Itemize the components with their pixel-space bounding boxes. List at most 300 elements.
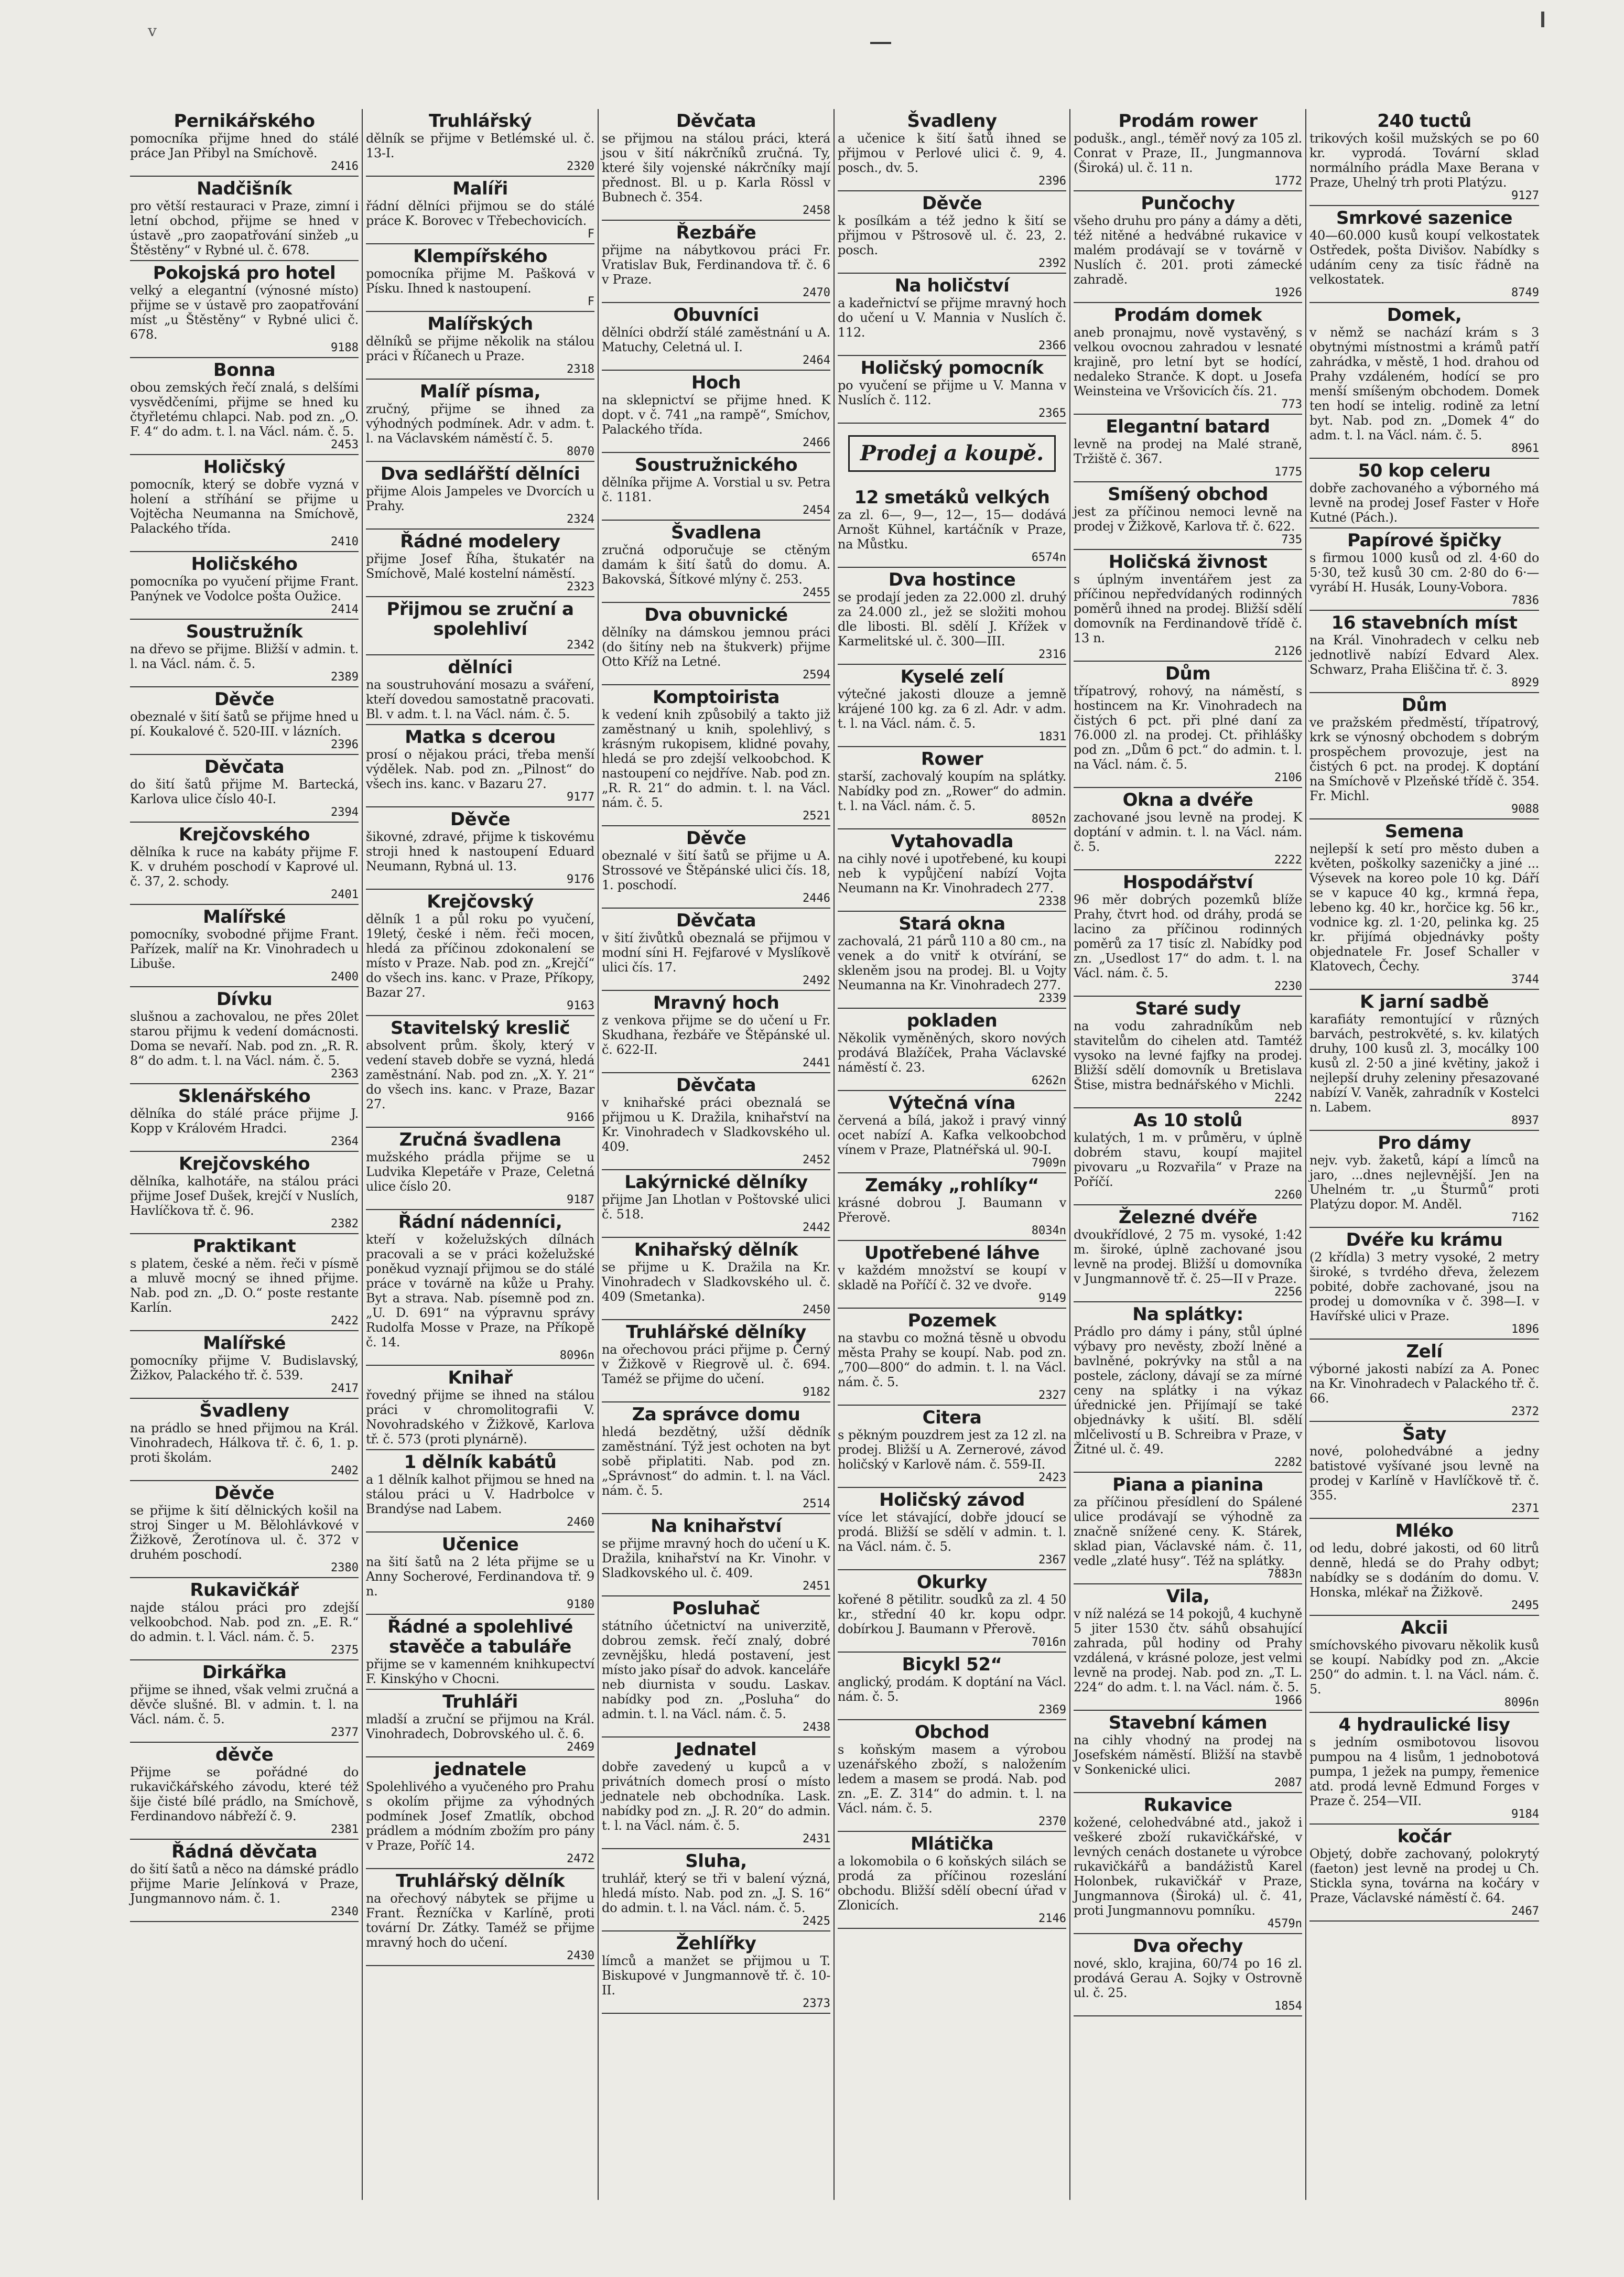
classified-ad — [602, 1238, 830, 1320]
ad-body: Objetý, dobře zachovaný, polokrytý (faeton) jest levně na prodej u Ch. Stickla syna, továrna na kočáry v Praze, Václavské náměstí č. 64. — [1309, 1847, 1539, 1905]
classified-ad — [1309, 528, 1539, 611]
ad-headline: Bicykl 52“ — [902, 1654, 1002, 1675]
ad-number: 9149 — [1038, 1292, 1066, 1305]
ad-number: 2372 — [1511, 1405, 1539, 1418]
ad-headline: Obchod — [914, 1722, 990, 1743]
ad-body: na cihly vhodný na prodej na Josefském náměstí. Bližší na stavbě v Sonkenické ulici. — [1074, 1733, 1302, 1777]
ad-headline: 1 dělník kabátů — [404, 1452, 557, 1473]
ad-body: zručná odporučuje se ctěným damám k šití šatů do domu. A. Bakovská, Šítkové mlýny č. 253. — [602, 543, 830, 587]
ad-number: 8937 — [1511, 1114, 1539, 1127]
ad-headline: dělníci — [448, 657, 513, 678]
classified-ad — [1074, 1934, 1302, 2016]
ad-body: na cihly nové i upotřebené, ku koupi neb k vypůjčení nabízí Vojta Neumann na Kr. Vinohradech 277. — [838, 851, 1066, 895]
classified-ad — [602, 1073, 830, 1170]
ad-number: 2371 — [1511, 1502, 1539, 1515]
ad-headline: Smíšený obchod — [1108, 484, 1268, 505]
classified-ad — [130, 177, 359, 261]
ad-body: Přijme se pořádné do rukavičkářského závodu, které též šije čisté bílé prádlo, na Smíchově, Ferdinandovo nábřeží č. 9. — [130, 1765, 359, 1823]
classified-ad — [1074, 1584, 1302, 1711]
ad-headline: Kyselé zelí — [900, 666, 1004, 687]
ad-body: nové, polohedvábné a jedny batistové vyšívané jsou levně na prodej v Karlíně v Havlíčkově tř. č. 355. — [1309, 1444, 1539, 1503]
ad-headline: Švadlena — [671, 522, 761, 543]
ad-number: 2327 — [1038, 1389, 1066, 1402]
ad-body: k posílkám a též jedno k šití se přijmou v Pštrosově ul. č. 23, 2. posch. — [838, 213, 1066, 257]
ad-headline: Hoch — [691, 372, 741, 393]
ad-number: 2382 — [331, 1217, 359, 1231]
classified-ad — [366, 1690, 594, 1757]
classified-ad — [1074, 870, 1302, 997]
ad-headline: pokladen — [906, 1010, 998, 1031]
ad-number: 2400 — [331, 970, 359, 984]
classified-ad — [838, 829, 1066, 912]
ad-number: 2469 — [567, 1741, 594, 1754]
ad-number: 9177 — [567, 791, 594, 804]
classified-ad — [838, 1309, 1066, 1406]
ad-number: 7836 — [1511, 594, 1539, 607]
classified-ad — [130, 823, 359, 905]
ad-number: 2381 — [331, 1823, 359, 1836]
classified-ad — [1074, 109, 1302, 191]
ad-body: na sklepnictví se přijme hned. K dopt. v č. 741 „na rampě“, Smíchov, Palackého třída. — [602, 393, 830, 437]
ad-body: a 1 dělník kalhot přijmou se hned na stálou práci u V. Hadrbolce v Brandýse nad Labem. — [366, 1472, 594, 1516]
classified-ad — [1309, 459, 1539, 528]
ad-body: červená a bílá, jakož i pravý vinný ocet nabízí A. Kafka velkoobchod vínem v Praze, Platnéřská ul. 90-I. — [838, 1113, 1066, 1157]
ad-headline: Holičský pomocník — [860, 358, 1044, 379]
classified-ad — [366, 1366, 594, 1450]
ad-headline: 50 kop celeru — [1358, 460, 1491, 481]
ad-headline: Děvče — [214, 689, 275, 710]
classified-ad — [366, 312, 594, 380]
ad-headline: Výtečná vína — [889, 1093, 1015, 1114]
ad-number: 2396 — [1038, 175, 1066, 188]
ad-body: výtečné jakosti dlouze a jemně krájené 100 kg. za 6 zl. Adr. v adm. t. l. na Václ. nám. č. 5. — [838, 687, 1066, 731]
ad-headline: Stavitelský kreslič — [391, 1018, 570, 1039]
ad-number: 2338 — [1038, 895, 1066, 908]
ad-headline: Děvčata — [204, 757, 285, 778]
ad-headline: Šaty — [1402, 1423, 1446, 1444]
ad-headline: Jednatel — [675, 1739, 757, 1760]
ad-body: přijme Jan Lhotlan v Poštovské ulici č. 518. — [602, 1192, 830, 1222]
ad-body: se přijmou na stálou práci, která jsou v šití nákrčníků zručná. Ty, které šily vojenské nákrčníky mají přednost. Bl. u p. Karla Rössl v Bubnech č. 354. — [602, 131, 830, 204]
classified-ad — [1074, 191, 1302, 303]
ad-body: starší, zachovalý koupím na splátky. Nabídky pod zn. „Rower“ do admin. t. l. na Václ. nám. č. 5. — [838, 769, 1066, 813]
ad-headline: Truhlářský — [428, 111, 532, 132]
classified-ad — [366, 597, 594, 655]
classified-ad — [602, 1931, 830, 2014]
classified-ad — [602, 453, 830, 521]
ad-body: řovedný přijme se ihned na stálou práci v chromolitografii V. Novohradského v Žižkově, Karlova tř. č. 573 (proti plynárně). — [366, 1388, 594, 1447]
ad-headline: Holičský — [203, 457, 286, 478]
ad-number: 7909n — [1031, 1157, 1066, 1170]
ad-body: mužského prádla přijme se u Ludvika Klepetáře v Praze, Celetná ulice číslo 20. — [366, 1150, 594, 1194]
ad-body: státního účetnictví na univerzitě, dobrou zemsk. řečí znalý, dobré zevnějšku, hledá postavení, jest místo jako písař do advok. kanceláře neb diurnista v soudu. Laskav. nabídky pod zn. „Posluha“ do admin. t. l. na Václ. nám. č. 5. — [602, 1618, 830, 1721]
ad-body: v níž nalézá se 14 pokojů, 4 kuchyně 5 jiter 1530 čtv. sáhů obsahující zahrada, půl hodiny od Prahy vzdálená, v krásné poloze, jest velmi levně na prodej. Nab. pod zn. „T. L. 224“ do adm. t. l. na Václ. nám. č. 5. — [1074, 1606, 1302, 1695]
ad-body: jest za příčinou nemoci levně na prodej v Žižkově, Karlova tř. č. 622. — [1074, 504, 1302, 534]
ad-headline: Zručná švadlena — [399, 1129, 561, 1150]
ad-headline: Smrkové sazenice — [1336, 208, 1512, 229]
ad-body: dělníka, kalhotáře, na stálou práci přijme Josef Dušek, krejčí v Nuslích, Havlíčkova tř. č. 96. — [130, 1174, 359, 1218]
classified-ad — [1309, 611, 1539, 693]
ad-body: dělník se přijme v Betlémské ul. č. 13-I. — [366, 131, 594, 160]
classified-ad — [366, 462, 594, 530]
column-1 — [127, 109, 363, 2200]
ad-body: na stavbu co možná těsně u obvodu města Prahy se koupí. Nab. pod zn. „700—800“ do admin. t. l. na Václ. nám. č. 5. — [838, 1331, 1066, 1389]
ad-headline: Dva hostince — [888, 569, 1016, 590]
ad-number: 9088 — [1511, 803, 1539, 816]
ad-headline: Nadčišník — [197, 178, 292, 199]
column-6 — [1306, 109, 1542, 2200]
ad-number: 2492 — [803, 974, 830, 987]
ad-body: (2 křídla) 3 metry vysoké, 2 metry široké, s tvrdého dřeva, železem pobité, dobře zachované, jsou na prodej u domovníka v č. 398—I. v Havířské ulici v Praze. — [1309, 1250, 1539, 1323]
classified-ad — [1074, 1302, 1302, 1473]
classified-ad — [1074, 1793, 1302, 1934]
classified-ad — [838, 1173, 1066, 1241]
ad-headline: Dům — [1165, 663, 1211, 684]
column-3 — [599, 109, 835, 2200]
ad-number: 2373 — [803, 1997, 830, 2010]
ad-body: Spolehlivého a vyučeného pro Prahu s okolím přijme za výhodných podmínek Josef Zmatlík, obchod prádlem a módním zbožím pro pány v Praze, Poříč 14. — [366, 1779, 594, 1853]
classified-ad — [602, 303, 830, 371]
ad-body: dobře zavedený u kupců a v privátních domech prosí o místo jednatele neb obchodníka. Lask. nabídky pod zn. „J. R. 20“ do admin. t. l. na Václ. nám. č. 5. — [602, 1760, 830, 1833]
classified-ad — [602, 1738, 830, 1849]
classified-ad — [1309, 819, 1539, 990]
ad-number: 7016n — [1031, 1636, 1066, 1649]
classified-ad — [366, 890, 594, 1016]
ad-number: 2423 — [1038, 1471, 1066, 1484]
ad-number: 2446 — [803, 892, 830, 905]
ad-number: 2452 — [803, 1153, 830, 1167]
classified-ad — [838, 912, 1066, 1009]
ad-number: 2521 — [803, 810, 830, 823]
ad-headline: Malířských — [427, 314, 533, 334]
ad-body: krásné dobrou J. Baumann v Přerově. — [838, 1195, 1066, 1225]
classified-ad — [130, 1084, 359, 1152]
ad-number: 2438 — [803, 1721, 830, 1734]
ad-headline: Knihař — [448, 1367, 513, 1388]
ad-body: do šití šatů přijme M. Bartecká, Karlova ulice číslo 40-I. — [130, 777, 359, 806]
ad-headline: Děvče — [686, 828, 746, 849]
ad-number: 8096n — [1504, 1696, 1539, 1709]
ad-headline: 4 hydraulické lisy — [1338, 1714, 1510, 1735]
ad-headline: As 10 stolů — [1133, 1110, 1242, 1131]
ad-number: 2594 — [803, 668, 830, 682]
ad-body: nejlepší k setí pro město duben a květen, poškolky sazeničky a jiné ... Výsevek na koreo pole 10 kg. Dáří se v kapuce 40 kg., krmná řepa, lebeno kg. 40 kr., horčice kg. 56 kr., vodnice kg. zl. 1·20, pelinka kg. 25 kr. přijímá objednávky pošty objednatele Fr. Josef Schaller v Klatovech, Čechy. — [1309, 841, 1539, 974]
ad-number: 9166 — [567, 1111, 594, 1124]
classified-ad — [1309, 1825, 1539, 1922]
ad-number: 2363 — [331, 1067, 359, 1081]
ad-headline: Dívku — [216, 989, 273, 1010]
ad-headline: Praktikant — [192, 1236, 296, 1257]
classified-ad — [366, 1533, 594, 1615]
ad-headline: Pozemek — [907, 1310, 997, 1331]
classified-ad — [838, 1720, 1066, 1832]
classified-ad — [130, 552, 359, 620]
ad-headline: 240 tuctů — [1377, 111, 1471, 132]
ad-headline: Semena — [1384, 821, 1464, 842]
ad-headline: děvče — [215, 1744, 274, 1765]
classified-ad — [1074, 415, 1302, 482]
ad-number: 2320 — [567, 160, 594, 173]
ad-number: 7883n — [1267, 1568, 1302, 1581]
classified-ad — [838, 665, 1066, 747]
ad-headline: Domek, — [1387, 305, 1462, 326]
ad-body: přijme se v kamenném knihkupectví F. Kinskýho v Chocni. — [366, 1657, 594, 1686]
ad-headline: Mlátička — [910, 1833, 994, 1854]
ad-number: 9163 — [567, 999, 594, 1012]
classified-ad — [130, 1331, 359, 1399]
ad-body: dělníci obdrží stálé zaměstnání u A. Matuchy, Celetná ul. I. — [602, 325, 830, 354]
ad-headline: kočár — [1397, 1826, 1452, 1847]
ad-body: na ořechovou práci přijme p. Černý v Žižkově v Riegrově ul. č. 694. Taméž se přijme do učení. — [602, 1342, 830, 1386]
ad-body: s koňským masem a výrobou uzenářského zboží, s naložením ledem a masem se prodá. Nab. pod zn. „E. Z. 314“ do admin. t. l. na Václ. nám. č. 5. — [838, 1742, 1066, 1816]
ad-number: 2396 — [331, 738, 359, 751]
ad-number: 1966 — [1274, 1694, 1302, 1707]
ad-body: pomocníka přijme hned do stálé práce Jan Přibyl na Smíchově. — [130, 131, 359, 160]
ad-body: dělníka přijme A. Vorstial u sv. Petra č. 1181. — [602, 475, 830, 504]
ad-headline: Hospodářství — [1122, 872, 1253, 893]
ad-number: 2425 — [803, 1915, 830, 1928]
ad-number: 2222 — [1274, 854, 1302, 867]
ad-body: velký a elegantní (výnosné místo) přijme se v ústavě pro zaopatřování míst „u Štěstěny“ v Rybné ulici č. 678. — [130, 283, 359, 342]
classified-ad — [1074, 1205, 1302, 1302]
classified-ad — [602, 1402, 830, 1514]
ad-number: 2460 — [567, 1516, 594, 1529]
ad-headline: Obuvníci — [673, 305, 759, 326]
ad-body: řádní dělníci přijmou se do stálé práce K. Borovec v Třebechovicích. — [366, 199, 594, 228]
printing-mark — [1541, 12, 1544, 27]
ad-body: dělníka k ruce na kabáty přijme F. K. v druhém poschodí v Kaprové ul. č. 37, 2. schody. — [130, 845, 359, 889]
ad-headline: Lakýrnické dělníky — [624, 1172, 808, 1193]
ad-headline: Dva ořechy — [1133, 1936, 1243, 1957]
ad-headline: Švadleny — [199, 1400, 289, 1421]
classified-ad — [366, 1615, 594, 1690]
ad-number: 2106 — [1274, 771, 1302, 784]
ad-body: na soustruhování mosazu a sváření, kteří dovedou samostatně pracovati. Bl. v adm. t. l. na Václ. nám. č. 5. — [366, 677, 594, 721]
ad-number: 2416 — [331, 160, 359, 173]
ad-body: na ořechový nábytek se přijme u Frant. Řezníčka v Karlíně, proti tovární Dr. Zátky. Taméž se přijme mravný hoch do učení. — [366, 1891, 594, 1950]
ad-body: dělníků se přijme několik na stálou práci v Říčanech u Praze. — [366, 334, 594, 363]
classified-ad — [1309, 1131, 1539, 1228]
classified-ad — [1074, 788, 1302, 870]
classified-ad — [1074, 997, 1302, 1108]
ad-number: 2422 — [331, 1314, 359, 1328]
classified-ad — [1309, 990, 1539, 1131]
ad-number: 3744 — [1511, 973, 1539, 986]
classified-ad — [602, 991, 830, 1073]
classified-ad — [366, 109, 594, 177]
ad-number: 2401 — [331, 888, 359, 901]
ad-body: se přijme u K. Dražila na Kr. Vinohradech v Sladkovského ul. č. 409 (Smetanka). — [602, 1260, 830, 1304]
classified-ad — [366, 530, 594, 597]
classified-ad — [1074, 550, 1302, 662]
classified-ad — [602, 1170, 830, 1238]
ad-headline: Malíř písma, — [419, 381, 541, 402]
ad-body: zachované jsou levně na prodej. K doptání v admin. t. l. na Václ. nám. č. 5. — [1074, 810, 1302, 854]
ad-number: 2410 — [331, 535, 359, 548]
ad-body: dělníky na dámskou jemnou práci (do šitíny neb na štukverk) přijme Otto Kříž na Letné. — [602, 625, 830, 669]
classified-ad — [838, 1091, 1066, 1173]
classified-ad — [366, 1757, 594, 1869]
ad-number: 2087 — [1274, 1776, 1302, 1789]
ad-headline: Truhláři — [442, 1691, 518, 1712]
ad-body: s firmou 1000 kusů od zl. 4·60 do 5·30, tež kusů 30 cm. 2·80 do 6·— vyrábí H. Husák, Louny-Vobora. — [1309, 551, 1539, 595]
ad-body: z venkova přijme se do učení u Fr. Skudhana, řezbáře ve Štěpánské ul. č. 622-II. — [602, 1013, 830, 1057]
ad-number: 2458 — [803, 204, 830, 217]
ad-number: 8096n — [559, 1349, 594, 1362]
classified-ad — [130, 1578, 359, 1660]
ad-number: 2464 — [803, 354, 830, 367]
ad-body: se přijme k šití dělnických košil na stroj Singer u M. Bělohlávkové v Žižkově, Žerotínova ul. č. 372 v druhém poschodí. — [130, 1503, 359, 1562]
ad-body: kořené 8 pětilitr. soudků za zl. 4 50 kr., střední 40 kr. kopu odpr. dobírkou J. Baumann v Přerově. — [838, 1592, 1066, 1636]
ad-body: k vedení knih způsobilý a takto již zaměstnaný u knih, spolehlivý, s krásným rukopisem, klidné povahy, hledá se pro zdejší velkoobchod. K nastoupení co nejdříve. Nab. pod zn. „R. R. 21“ do admin. t. l. na Václ. nám. č. 5. — [602, 707, 830, 810]
ad-body: na prádlo se hned přijmou na Král. Vinohradech, Hálkova tř. č. 6, 1. p. proti školám. — [130, 1421, 359, 1465]
ad-headline: Pro dámy — [1378, 1132, 1471, 1153]
classified-ad — [1309, 206, 1539, 303]
ad-body: dvoukřídlové, 2 75 m. vysoké, 1:42 m. široké, úplně zachované jsou levně na prodej. Bližší u domovníka v Jungmannově tř. č. 25—II v Praze. — [1074, 1227, 1302, 1286]
ad-headline: Akcii — [1401, 1617, 1448, 1638]
ad-body: anglický, prodám. K doptání na Václ. nám. č. 5. — [838, 1675, 1066, 1704]
classified-ad — [838, 356, 1066, 424]
ad-number: 773 — [1281, 398, 1302, 411]
ad-number: 2370 — [1038, 1815, 1066, 1828]
ad-headline: Dirkářka — [202, 1662, 287, 1683]
classified-ad — [1309, 1616, 1539, 1713]
ad-number: 2495 — [1511, 1599, 1539, 1612]
ad-headline: Malíři — [452, 178, 508, 199]
classified-ad — [838, 747, 1066, 829]
ad-body: nejv. vyb. žaketů, kápí a límců na jaro, ...dnes nejlevnější. Jen na Uhelném tr. „u Šturmů“ proti Platýzu dopor. M. Anděl. — [1309, 1153, 1539, 1212]
classified-ad — [838, 1488, 1066, 1570]
ad-body: s pěkným pouzdrem jest za 12 zl. na prodej. Bližší u A. Zernerové, závod holičský v Karlově nám. č. 559-II. — [838, 1428, 1066, 1472]
ad-headline: Rower — [921, 749, 983, 770]
ad-headline: Holičská živnost — [1108, 552, 1268, 573]
classified-ad — [1309, 1422, 1539, 1519]
classified-ad — [838, 485, 1066, 568]
ad-body: více let stávající, dobře jdoucí se prodá. Bližší se sdělí v admin. t. l. na Václ. nám. č. 5. — [838, 1510, 1066, 1554]
ad-body: kožené, celohedvábné atd., jakož i veškeré zboží rukavičkářské, v levných cenách dostanete u výrobce rukavičkářů a bandážistů Karel Holonbek, rukavičkář v Praze, Jungmannova (Široká) ul. č. 41, proti Jungmannovu pomníku. — [1074, 1815, 1302, 1918]
classified-ad — [838, 274, 1066, 356]
ad-body: za příčinou přesídlení do Spálené ulice prodávají se výhodně za značně snížené ceny. K. Stárek, sklad pian, Václavské nám. č. 11, vedle „zlaté husy“. Též na splátky. — [1074, 1495, 1302, 1568]
ad-body: kulatých, 1 m. v průměru, v úplně dobrém stavu, koupí majitel pivovaru „u Rozvařila“ v Praze na Poříčí. — [1074, 1130, 1302, 1189]
ad-headline: Zelí — [1406, 1341, 1443, 1362]
ad-number: 2339 — [1038, 992, 1066, 1005]
ad-number: 2369 — [1038, 1703, 1066, 1717]
ad-body: slušnou a zachovalou, ne přes 20let starou přijmu k vedení domácnosti. Doma se nevaří. Nab. pod zn. „R. R. 8“ do adm. t. l. na Václ. nám. č. 5. — [130, 1009, 359, 1068]
ad-number: 1775 — [1274, 466, 1302, 479]
ad-number: 2394 — [331, 806, 359, 819]
ad-body: v každém množství se koupí v skladě na Poříčí č. 32 ve dvoře. — [838, 1263, 1066, 1292]
ad-headline: jednatele — [434, 1759, 526, 1780]
ad-headline: Stavební kámen — [1108, 1712, 1268, 1733]
ad-number: 2324 — [567, 513, 594, 526]
ad-number: 8070 — [567, 445, 594, 458]
ad-body: a kadeřnictví se přijme mravný hoch do učení u V. Mannia v Nuslích č. 112. — [838, 296, 1066, 340]
ad-body: třípatrový, rohový, na náměstí, s hostincem na Kr. Vinohradech na čistých 6 pct. při plné daní za 76.000 zl. na prodej. Ct. přihlášky pod zn. „Dům 6 pct.“ do admin. t. l. na Václ. nám. č. 5. — [1074, 684, 1302, 772]
classified-ad — [602, 909, 830, 991]
ad-number: 9180 — [567, 1598, 594, 1611]
column-5 — [1070, 109, 1306, 2200]
ad-number: 2146 — [1038, 1912, 1066, 1925]
ad-number: 2340 — [331, 1905, 359, 1918]
ad-number: 2342 — [567, 639, 594, 652]
classified-ad — [130, 261, 359, 358]
ad-headline: Dům — [1401, 695, 1447, 716]
classified-ad — [130, 455, 359, 552]
ad-headline: 16 stavebních míst — [1331, 612, 1518, 633]
classified-ad — [366, 1450, 594, 1533]
ad-headline: Punčochy — [1141, 193, 1235, 214]
classified-ad — [838, 109, 1066, 191]
ad-headline: Soustružnického — [634, 455, 798, 476]
ad-body: přijme se ihned, však velmi zručná a děvče slušné. Bl. v admin. t. l. na Václ. nám. č. 5. — [130, 1682, 359, 1726]
classified-ad — [602, 109, 830, 221]
ad-body: dělník 1 a půl roku po vyučení, 19letý, české i něm. řeči mocen, hledá za příčinou zdokonalení se místo v Praze. Nab. pod zn. „Krejčí“ do všech ins. kanc. v Praze, Příkopy, Bazar 27. — [366, 912, 594, 1000]
ad-headline: Okurky — [916, 1572, 988, 1593]
classified-ad — [1309, 303, 1539, 459]
ad-headline: Matka s dcerou — [405, 727, 556, 748]
classified-ad — [1074, 1711, 1302, 1793]
classified-ad — [602, 1514, 830, 1596]
ad-headline: Na knihařství — [651, 1516, 782, 1537]
classified-ad — [602, 521, 830, 603]
ad-headline: Knihařský dělník — [634, 1239, 798, 1260]
ad-number: 2431 — [803, 1832, 830, 1846]
ad-number: 9187 — [567, 1193, 594, 1206]
classified-ad — [130, 620, 359, 687]
ad-headline: Rukavičkář — [190, 1580, 299, 1601]
ad-body: se přijme mravný hoch do učení u K. Dražila, knihařství na Kr. Vinohr. v Sladkovského ul. č. 409. — [602, 1536, 830, 1580]
ad-body: levně na prodej na Malé straně, Tržiště č. 367. — [1074, 437, 1302, 466]
ad-number: 2375 — [331, 1644, 359, 1657]
ad-number: 6262n — [1031, 1074, 1066, 1087]
ad-body: karafiáty remontující v různých barvách, pestrokvěté, s. kv. kilatých druhy, 100 kusů zl. 3, mocálky 100 kusů zl. 2·50 a jiné květiny, jakož i nejlepší druhy zeleniny přesazované nabízí V. Vaněk, zahradník v Kostelci n. Labem. — [1309, 1012, 1539, 1115]
ad-headline: Prodám rower — [1118, 111, 1258, 132]
ad-number: 2364 — [331, 1135, 359, 1148]
ad-body: a lokomobila o 6 koňských silách se prodá za příčinou rozeslání obchodu. Bližší sdělí obecní úřad v Zlonicích. — [838, 1854, 1066, 1913]
ad-headline: Krejčovského — [178, 824, 310, 845]
column-2 — [363, 109, 599, 2200]
ad-headline: Malířské — [203, 907, 286, 927]
ad-body: pomocník, který se dobře vyzná v holení a stříhání se přijme u Vojtěcha Neumanna na Smíchově, Palackého třída. — [130, 477, 359, 536]
classified-ad — [602, 603, 830, 685]
classified-ad — [838, 1009, 1066, 1091]
ad-number: 1854 — [1274, 2000, 1302, 2013]
ad-number: 2455 — [803, 586, 830, 599]
ad-headline: Děvče — [450, 809, 511, 830]
ad-headline: Vytahovadla — [891, 831, 1013, 852]
ad-body: s platem, české a něm. řeči v písmě a mluvě mocný se ihned přijme. Nab. pod zn. „D. O.“ poste restante Karlín. — [130, 1256, 359, 1315]
ad-body: výborné jakosti nabízí za A. Ponec na Kr. Vinohradech v Palackého tř. č. 66. — [1309, 1362, 1539, 1406]
ad-headline: Upotřebené láhve — [864, 1243, 1040, 1264]
ad-body: na vodu zahradníkům neb stavitelům do cihelen atd. Tamtéž vysoko na levné fajfky na prodej. Bližší sdělí domovník u Bretislava Štise, mistra bednářského v Michli. — [1074, 1019, 1302, 1092]
ad-headline: Řádní nádenníci, — [398, 1212, 562, 1233]
ad-body: pomocníky přijme V. Budislavský, Žižkov, Palackého tř. č. 539. — [130, 1353, 359, 1383]
classified-ad — [838, 1832, 1066, 1929]
ad-headline: Mravný hoch — [653, 992, 779, 1013]
ad-headline: Řezbáře — [676, 222, 756, 243]
ad-number: 2260 — [1274, 1189, 1302, 1202]
ad-number: 1772 — [1274, 175, 1302, 188]
ad-body: límců a manžet se přijmou u T. Biskupové v Jungmannově tř. č. 10-II. — [602, 1954, 830, 1998]
ad-number: 2451 — [803, 1580, 830, 1593]
ad-number: 1831 — [1038, 730, 1066, 743]
classified-ad — [1309, 1519, 1539, 1616]
classified-ad — [366, 1869, 594, 1966]
ad-headline: Přijmou se zruční a spolehliví — [386, 599, 574, 640]
ad-headline: Řádné a spolehlivé stavěče a tabuláře — [387, 1616, 573, 1657]
ad-body: na Král. Vinohradech v celku neb jednotlivě nabízí Edvard Alex. Schwarz, Praha Eliščina tř. č. 3. — [1309, 633, 1539, 677]
ad-number: 2365 — [1038, 407, 1066, 420]
